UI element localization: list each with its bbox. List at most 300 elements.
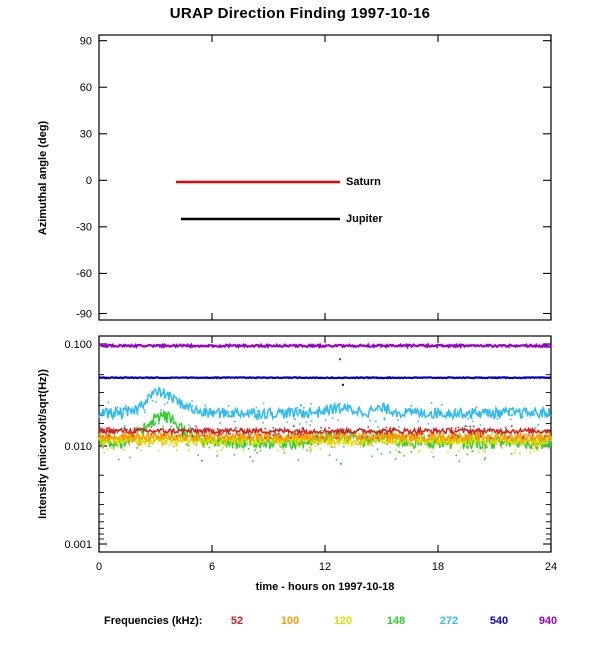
trace-point-100 — [305, 439, 307, 441]
trace-point-272 — [468, 418, 470, 420]
trace-point-100 — [249, 438, 251, 440]
trace-point-148 — [526, 445, 528, 447]
trace-point-100 — [196, 445, 198, 447]
trace-point-272 — [435, 409, 437, 411]
trace-point-100 — [196, 436, 198, 438]
legend-item-272[interactable]: 272 — [439, 615, 459, 627]
trace-point-100 — [242, 436, 244, 438]
trace-point-272 — [537, 424, 539, 426]
trace-outlier-point — [340, 463, 342, 465]
trace-point-52 — [269, 437, 271, 439]
trace-point-120 — [485, 451, 487, 453]
trace-point-148 — [234, 454, 236, 456]
trace-point-272 — [208, 412, 210, 414]
trace-point-272 — [384, 417, 386, 419]
trace-point-272 — [301, 405, 303, 407]
trace-point-100 — [334, 446, 336, 448]
trace-point-100 — [542, 445, 544, 447]
trace-point-120 — [537, 449, 539, 451]
trace-point-100 — [346, 437, 348, 439]
trace-point-272 — [293, 415, 295, 417]
trace-point-52 — [134, 432, 136, 434]
trace-point-52 — [469, 426, 471, 428]
trace-point-148 — [129, 457, 131, 459]
trace-point-100 — [510, 439, 512, 441]
page-title: URAP Direction Finding 1997-10-16 — [169, 5, 431, 22]
trace-point-120 — [534, 446, 536, 448]
trace-point-120 — [222, 447, 224, 449]
trace-point-272 — [192, 405, 194, 407]
legend-item-100[interactable]: 100 — [280, 615, 300, 627]
trace-point-52 — [335, 438, 337, 440]
trace-point-272 — [317, 416, 319, 418]
trace-point-272 — [486, 414, 488, 416]
trace-point-120 — [538, 447, 540, 449]
trace-point-272 — [191, 400, 193, 402]
bottom-xtick-2: 12 — [318, 561, 332, 573]
trace-point-100 — [264, 442, 266, 444]
trace-point-100 — [301, 441, 303, 443]
trace-point-272 — [294, 418, 296, 420]
trace-point-52 — [163, 434, 165, 436]
trace-point-52 — [337, 431, 339, 433]
trace-point-100 — [303, 435, 305, 437]
trace-point-52 — [508, 436, 510, 438]
top-ytick-0: 90 — [79, 35, 92, 48]
trace-point-272 — [411, 405, 413, 407]
trace-point-272 — [340, 412, 342, 414]
trace-point-52 — [320, 427, 322, 429]
trace-point-100 — [523, 442, 525, 444]
trace-point-120 — [277, 450, 279, 452]
trace-point-272 — [472, 421, 474, 423]
trace-point-272 — [459, 415, 461, 417]
trace-point-100 — [501, 447, 503, 449]
trace-point-120 — [478, 451, 480, 453]
trace-point-148 — [389, 452, 391, 454]
trace-point-100 — [128, 438, 130, 440]
trace-point-272 — [397, 419, 399, 421]
trace-point-148 — [254, 449, 256, 451]
trace-point-120 — [431, 451, 433, 453]
trace-point-52 — [200, 431, 202, 433]
trace-point-100 — [247, 435, 249, 437]
trace-point-148 — [154, 423, 156, 425]
trace-point-148 — [162, 426, 164, 428]
trace-point-148 — [294, 446, 296, 448]
trace-540 — [99, 377, 551, 378]
trace-point-120 — [195, 443, 197, 445]
trace-point-100 — [510, 437, 512, 439]
trace-point-272 — [287, 421, 289, 423]
legend-title: Frequencies (kHz): — [104, 615, 203, 627]
trace-point-100 — [549, 439, 551, 441]
trace-point-100 — [536, 443, 538, 445]
trace-point-148 — [403, 455, 405, 457]
bottom-ytick-2: 0.001 — [64, 539, 92, 551]
trace-point-272 — [248, 410, 250, 412]
trace-point-120 — [301, 444, 303, 446]
trace-point-52 — [110, 430, 112, 432]
trace-point-272 — [522, 416, 524, 418]
trace-point-52 — [195, 426, 197, 428]
trace-point-100 — [130, 436, 132, 438]
trace-point-52 — [511, 425, 513, 427]
trace-point-100 — [371, 445, 373, 447]
trace-point-100 — [129, 444, 131, 446]
trace-point-52 — [522, 436, 524, 438]
trace-point-52 — [377, 437, 379, 439]
trace-point-120 — [419, 450, 421, 452]
trace-point-52 — [422, 433, 424, 435]
trace-point-120 — [315, 445, 317, 447]
trace-point-272 — [203, 413, 205, 415]
trace-point-272 — [441, 404, 443, 406]
trace-point-120 — [176, 445, 178, 447]
trace-point-52 — [250, 434, 252, 436]
trace-point-120 — [176, 450, 178, 452]
trace-point-120 — [418, 451, 420, 453]
trace-point-272 — [160, 409, 162, 411]
trace-point-272 — [125, 405, 127, 407]
trace-point-148 — [189, 427, 191, 429]
trace-point-272 — [472, 409, 474, 411]
trace-point-120 — [219, 441, 221, 443]
trace-point-120 — [530, 452, 532, 454]
trace-point-120 — [413, 447, 415, 449]
trace-point-120 — [515, 449, 517, 451]
trace-point-148 — [450, 446, 452, 448]
trace-point-272 — [144, 412, 146, 414]
trace-point-100 — [437, 442, 439, 444]
trace-point-100 — [161, 437, 163, 439]
trace-point-148 — [398, 451, 400, 453]
trace-point-272 — [319, 410, 321, 412]
trace-point-120 — [220, 449, 222, 451]
trace-point-272 — [299, 423, 301, 425]
trace-point-120 — [310, 448, 312, 450]
trace-point-100 — [408, 439, 410, 441]
trace-point-52 — [299, 436, 301, 438]
trace-point-272 — [124, 426, 126, 428]
legend-item-120[interactable]: 120 — [333, 615, 353, 627]
trace-point-148 — [336, 459, 338, 461]
trace-point-52 — [304, 432, 306, 434]
trace-point-120 — [532, 448, 534, 450]
trace-point-52 — [205, 431, 207, 433]
top-panel-y-axis-label: Azimuthal angle (deg) — [37, 120, 49, 236]
trace-point-272 — [348, 410, 350, 412]
trace-point-120 — [224, 443, 226, 445]
legend-item-540[interactable]: 540 — [489, 615, 509, 627]
trace-point-52 — [368, 426, 370, 428]
trace-point-272 — [297, 407, 299, 409]
trace-point-52 — [393, 427, 395, 429]
trace-point-120 — [242, 449, 244, 451]
trace-point-52 — [353, 432, 355, 434]
trace-point-272 — [227, 415, 229, 417]
trace-point-52 — [278, 433, 280, 435]
trace-point-120 — [173, 433, 175, 435]
trace-point-52 — [420, 427, 422, 429]
trace-point-148 — [136, 447, 138, 449]
trace-point-52 — [316, 436, 318, 438]
trace-point-272 — [335, 407, 337, 409]
trace-point-100 — [327, 439, 329, 441]
trace-point-100 — [162, 438, 164, 440]
trace-point-100 — [270, 442, 272, 444]
trace-point-272 — [111, 415, 113, 417]
trace-point-120 — [158, 450, 160, 452]
trace-point-52 — [259, 434, 261, 436]
trace-point-100 — [131, 441, 133, 443]
trace-point-100 — [224, 440, 226, 442]
trace-point-100 — [485, 445, 487, 447]
trace-point-52 — [457, 436, 459, 438]
trace-point-120 — [117, 445, 119, 447]
trace-point-100 — [312, 434, 314, 436]
trace-point-52 — [390, 427, 392, 429]
trace-point-52 — [265, 428, 267, 430]
trace-point-148 — [310, 450, 312, 452]
trace-point-52 — [532, 435, 534, 437]
trace-point-52 — [269, 434, 271, 436]
trace-point-272 — [137, 414, 139, 416]
trace-point-272 — [310, 403, 312, 405]
bottom-xtick-0: 0 — [95, 561, 103, 573]
trace-point-120 — [511, 444, 513, 446]
bottom-xtick-3: 18 — [431, 561, 445, 573]
trace-point-52 — [301, 427, 303, 429]
trace-point-52 — [489, 430, 491, 432]
trace-point-272 — [107, 415, 109, 417]
trace-point-52 — [366, 437, 368, 439]
trace-point-52 — [532, 429, 534, 431]
trace-point-148 — [381, 453, 383, 455]
trace-point-52 — [549, 431, 551, 433]
trace-point-52 — [442, 428, 444, 430]
trace-point-272 — [164, 404, 166, 406]
trace-point-148 — [459, 460, 461, 462]
trace-point-148 — [411, 451, 413, 453]
trace-point-120 — [328, 442, 330, 444]
trace-point-120 — [519, 452, 521, 454]
legend-item-148[interactable]: 148 — [386, 615, 406, 627]
trace-point-272 — [234, 421, 236, 423]
trace-point-52 — [151, 426, 153, 428]
trace-point-100 — [296, 444, 298, 446]
bottom-ytick-0: 0.100 — [64, 339, 92, 351]
trace-point-272 — [369, 420, 371, 422]
trace-point-120 — [295, 443, 297, 445]
trace-point-272 — [325, 420, 327, 422]
trace-point-52 — [287, 429, 289, 431]
trace-point-100 — [138, 445, 140, 447]
trace-point-52 — [522, 437, 524, 439]
trace-point-120 — [443, 442, 445, 444]
trace-point-100 — [102, 447, 104, 449]
bottom-panel — [37, 336, 557, 593]
trace-point-272 — [346, 409, 348, 411]
trace-point-148 — [428, 444, 430, 446]
legend-item-940[interactable]: 940 — [538, 615, 558, 627]
trace-point-120 — [123, 449, 125, 451]
trace-point-100 — [210, 433, 212, 435]
trace-point-52 — [220, 429, 222, 431]
trace-point-120 — [395, 449, 397, 451]
top-panel — [37, 35, 551, 320]
trace-point-52 — [464, 425, 466, 427]
trace-point-52 — [362, 436, 364, 438]
trace-point-52 — [479, 430, 481, 432]
trace-point-272 — [511, 415, 513, 417]
trace-point-272 — [443, 415, 445, 417]
trace-point-272 — [413, 409, 415, 411]
trace-point-272 — [507, 410, 509, 412]
trace-point-120 — [316, 440, 318, 442]
trace-point-52 — [473, 426, 475, 428]
trace-point-272 — [461, 413, 463, 415]
trace-point-52 — [238, 434, 240, 436]
trace-point-100 — [386, 437, 388, 439]
trace-point-120 — [188, 449, 190, 451]
trace-point-120 — [471, 451, 473, 453]
trace-point-52 — [343, 429, 345, 431]
trace-point-272 — [337, 420, 339, 422]
trace-point-272 — [480, 412, 482, 414]
trace-point-272 — [339, 403, 341, 405]
trace-point-272 — [398, 426, 400, 428]
trace-point-120 — [299, 445, 301, 447]
trace-point-120 — [297, 441, 299, 443]
trace-point-52 — [338, 437, 340, 439]
top-ytick-3: 0 — [85, 175, 92, 188]
trace-point-52 — [326, 432, 328, 434]
trace-point-148 — [339, 434, 341, 436]
trace-point-52 — [175, 435, 177, 437]
series-saturn-label: Saturn — [346, 176, 381, 188]
trace-point-100 — [302, 442, 304, 444]
trace-point-52 — [109, 427, 111, 429]
trace-point-148 — [433, 456, 435, 458]
trace-point-100 — [469, 435, 471, 437]
trace-point-272 — [178, 400, 180, 402]
trace-point-52 — [451, 427, 453, 429]
trace-point-272 — [407, 411, 409, 413]
trace-point-100 — [421, 438, 423, 440]
trace-point-148 — [343, 446, 345, 448]
trace-point-52 — [386, 427, 388, 429]
top-ytick-2: 30 — [79, 128, 92, 141]
trace-point-148 — [484, 459, 486, 461]
trace-point-120 — [514, 452, 516, 454]
trace-point-52 — [265, 437, 267, 439]
trace-point-52 — [222, 432, 224, 434]
trace-point-272 — [155, 401, 157, 403]
trace-point-100 — [287, 438, 289, 440]
trace-point-148 — [269, 446, 271, 448]
trace-point-100 — [418, 437, 420, 439]
trace-point-100 — [525, 434, 527, 436]
trace-point-120 — [533, 450, 535, 452]
trace-point-52 — [309, 431, 311, 433]
trace-point-272 — [128, 407, 130, 409]
trace-point-52 — [506, 429, 508, 431]
trace-point-100 — [411, 440, 413, 442]
trace-point-148 — [371, 455, 373, 457]
trace-point-272 — [288, 408, 290, 410]
trace-point-272 — [484, 410, 486, 412]
trace-point-100 — [309, 447, 311, 449]
top-ytick-1: 60 — [79, 82, 92, 94]
trace-point-52 — [416, 434, 418, 436]
trace-point-148 — [329, 454, 331, 456]
trace-point-52 — [204, 435, 206, 437]
trace-point-120 — [113, 449, 115, 451]
trace-point-52 — [272, 434, 274, 436]
trace-point-120 — [458, 450, 460, 452]
trace-point-272 — [496, 418, 498, 420]
trace-point-52 — [241, 430, 243, 432]
trace-point-272 — [197, 412, 199, 414]
trace-point-272 — [377, 426, 379, 428]
trace-point-272 — [509, 414, 511, 416]
trace-point-52 — [303, 433, 305, 435]
trace-point-52 — [405, 436, 407, 438]
trace-point-272 — [431, 402, 433, 404]
trace-point-272 — [256, 407, 258, 409]
trace-point-52 — [498, 430, 500, 432]
trace-point-52 — [217, 428, 219, 430]
trace-point-120 — [254, 439, 256, 441]
trace-point-148 — [197, 454, 199, 456]
trace-point-272 — [117, 407, 119, 409]
trace-point-100 — [327, 443, 329, 445]
trace-point-272 — [369, 408, 371, 410]
trace-point-148 — [466, 446, 468, 448]
bottom-panel-y-axis-label: Intensity (microvolt/sqrt(Hz)) — [37, 369, 49, 519]
trace-point-272 — [427, 423, 429, 425]
trace-point-148 — [284, 452, 286, 454]
trace-point-272 — [417, 421, 419, 423]
trace-point-52 — [363, 429, 365, 431]
trace-point-272 — [371, 408, 373, 410]
trace-point-272 — [480, 424, 482, 426]
trace-point-148 — [202, 460, 204, 462]
trace-point-272 — [258, 418, 260, 420]
trace-point-148 — [511, 453, 513, 455]
trace-point-52 — [218, 434, 220, 436]
trace-point-100 — [472, 444, 474, 446]
trace-point-52 — [490, 437, 492, 439]
trace-point-100 — [163, 443, 165, 445]
trace-outlier-point — [339, 358, 341, 360]
trace-point-120 — [255, 448, 257, 450]
trace-point-100 — [449, 444, 451, 446]
trace-point-272 — [167, 402, 169, 404]
trace-point-148 — [321, 430, 323, 432]
legend-item-52[interactable]: 52 — [230, 615, 244, 627]
trace-point-148 — [263, 445, 265, 447]
trace-point-100 — [390, 436, 392, 438]
trace-point-120 — [320, 448, 322, 450]
trace-point-120 — [543, 440, 545, 442]
bottom-xtick-1: 6 — [208, 561, 216, 573]
trace-point-120 — [107, 449, 109, 451]
trace-point-100 — [310, 440, 312, 442]
trace-point-52 — [192, 436, 194, 438]
trace-point-148 — [153, 424, 155, 426]
